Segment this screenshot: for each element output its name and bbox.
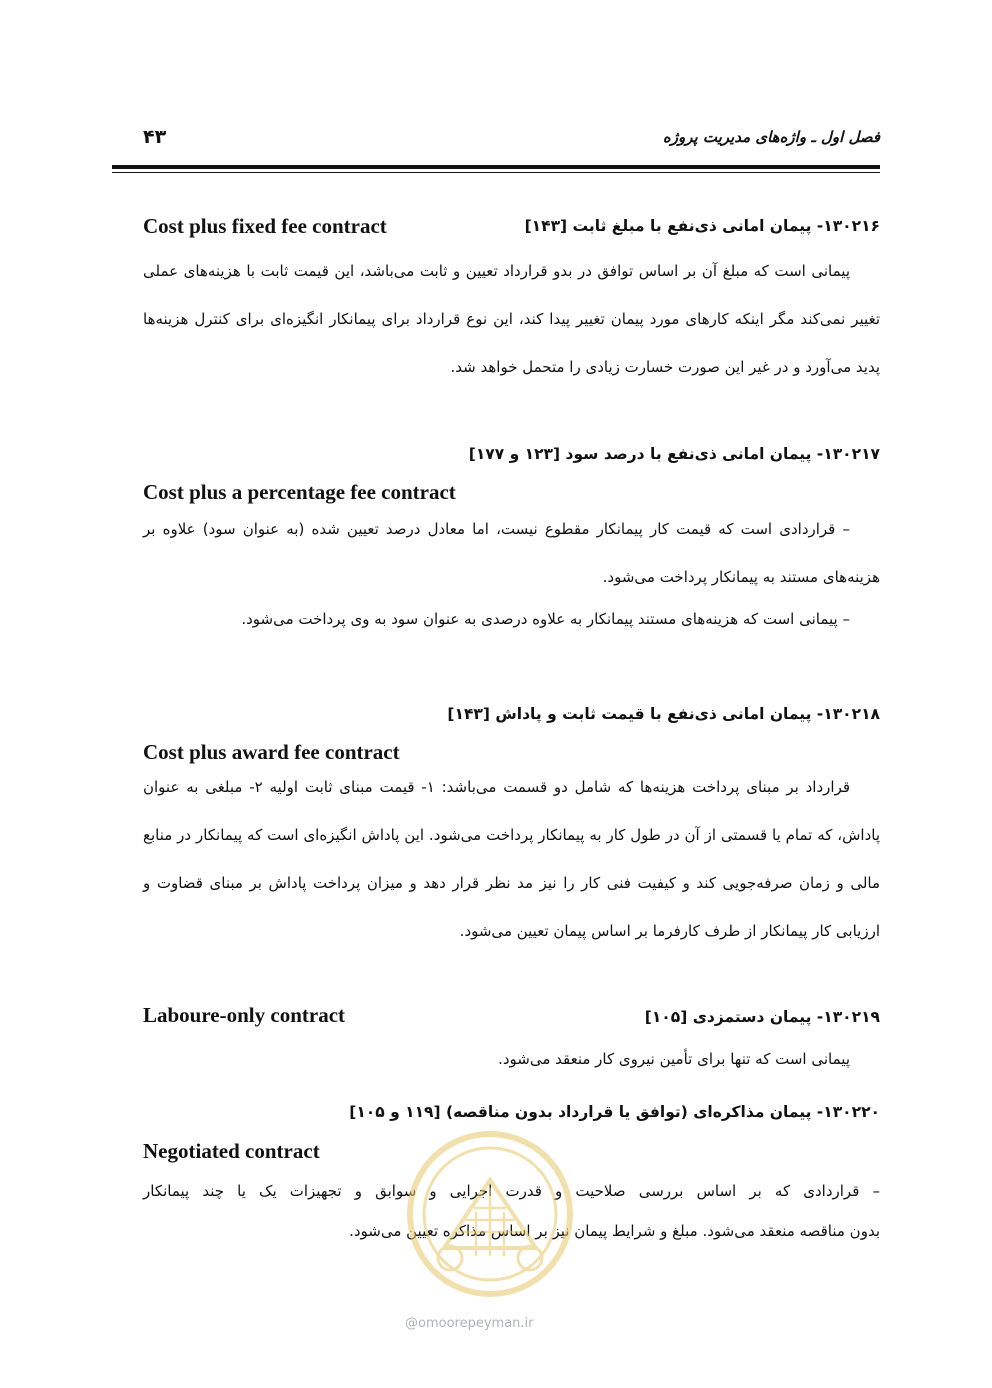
entry-english-130217: Cost plus a percentage fee contract [143,480,456,504]
page-number: ۴۳ [143,126,167,148]
entry-paragraph-130220-line-2: بدون مناقصه منعقد می‌شود. مبلغ و شرایط پیمان نیز بر اساس مذاکره تعیین می‌شود. [349,1222,880,1240]
entry-paragraph-130217-a: – قراردادی است که قیمت کار پیمانکار مقطوع نیست، اما معادل درصد تعیین شده (به عنوان سود) علاوه بر هزینه‌های مستند به پیمانکار پرداخت می‌شود. [143,520,880,586]
header-rule-thin [112,172,880,173]
chapter-title: فصل اول ـ واژه‌های مدیریت پروژه [662,128,880,146]
watermark-logo [404,1128,576,1300]
entry-paragraph-130218: قرارداد بر مبنای پرداخت هزینه‌ها که شامل دو قسمت می‌باشد: ۱- قیمت مبنای ثابت اولیه ۲- مبلغی به عنوان پاداش، که تمام یا قسمتی از آن در طول کار به پیمانکار پرداخت می‌شود. این پاداش انگیزه‌ای است که پیمانکار در منابع مالی و زمان صرفه‌جویی کند و کیفیت فنی کار را نیز مد نظر قرار دهد و میزان پرداخت پاداش بر مبنای قضاوت و ارزیابی کار پیمانکار از طرف کارفرما بر اساس پیمان تعیین می‌شود. [143,778,880,940]
header-rule-thick [112,165,880,169]
watermark-site: @omoorepeyman.ir [405,1316,534,1331]
entry-paragraph-130216: پیمانی است که مبلغ آن بر اساس توافق در بدو قرارداد تعیین و ثابت می‌باشد، این قیمت ثابت با هزینه‌های عملی تغییر نمی‌کند مگر اینکه کارهای مورد پیمان تغییر پیدا کند، این نوع قرارداد برای پیمانکار انگیزه‌ای برای کنترل هزینه‌ها پدید می‌آورد و در غیر این صورت خسارت زیادی را متحمل خواهد شد. [143,262,880,376]
entry-english-130216: Cost plus fixed fee contract [143,214,387,238]
entry-heading-130219: ۱۳۰۲۱۹- پیمان دستمزدی [۱۰۵] [644,1008,880,1026]
entry-paragraph-130219: پیمانی است که تنها برای تأمین نیروی کار منعقد می‌شود. [498,1050,850,1068]
entry-english-130218: Cost plus award fee contract [143,740,400,764]
entry-paragraph-130217-b: – پیمانی است که هزینه‌های مستند پیمانکار به علاوه درصدی به عنوان سود به وی پرداخت می‌شود. [241,610,850,628]
entry-heading-130217: ۱۳۰۲۱۷- پیمان امانی ذی‌نفع با درصد سود [۱۲۳ و ۱۷۷] [468,445,880,463]
entry-english-130219: Laboure-only contract [143,1003,346,1027]
entry-paragraph-130220-line-1: – قراردادی که بر اساس بررسی صلاحیت و قدرت اجرایی و سوابق و تجهیزات یک یا چند پیمانکار [143,1182,880,1200]
entry-english-130220: Negotiated contract [143,1139,320,1163]
entry-heading-130218: ۱۳۰۲۱۸- پیمان امانی ذی‌نفع با قیمت ثابت و پاداش [۱۴۳] [447,705,880,723]
entry-heading-130220: ۱۳۰۲۲۰- پیمان مذاکره‌ای (توافق یا قرارداد بدون مناقصه) [۱۱۹ و ۱۰۵] [349,1103,880,1121]
entry-heading-130216: ۱۳۰۲۱۶- پیمان امانی ذی‌نفع با مبلغ ثابت [۱۴۳] [524,217,880,235]
